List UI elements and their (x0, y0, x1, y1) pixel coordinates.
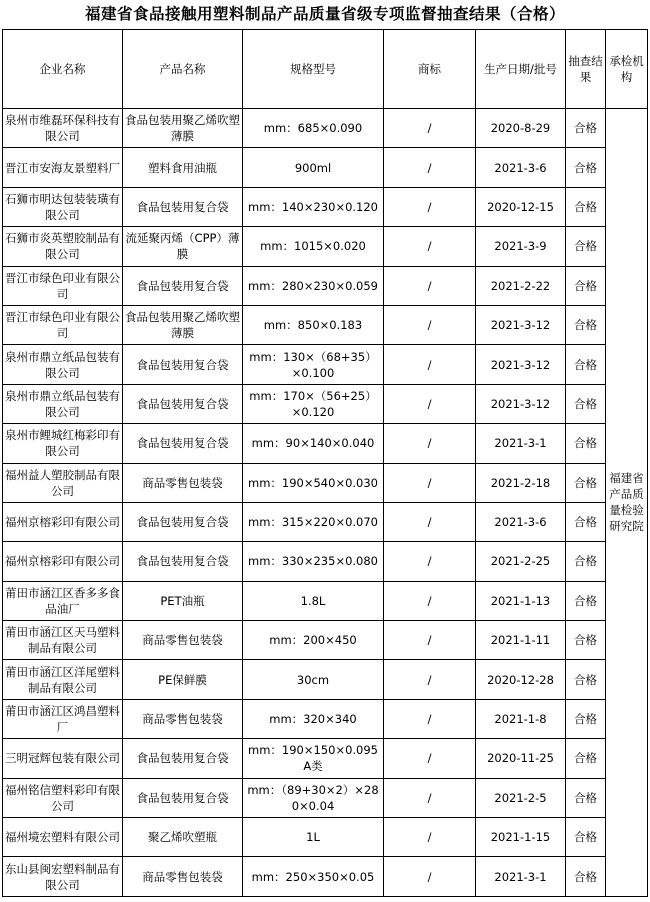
product-name-cell: 食品包装用复合袋 (123, 384, 243, 423)
header-date: 生产日期/批号 (476, 30, 566, 109)
table-row (3, 109, 648, 148)
results-table (2, 29, 648, 897)
trademark-cell: / (384, 187, 476, 226)
result-cell: 合格 (566, 384, 606, 423)
spec-cell: mm：（89+30×2）×280×0.04 (243, 778, 384, 817)
table-row (3, 778, 648, 817)
table-row (3, 148, 648, 187)
product-name-cell: 商品零售包装袋 (123, 621, 243, 660)
result-cell: 合格 (566, 699, 606, 738)
trademark-cell: / (384, 424, 476, 463)
company-name-cell: 石狮市炎英塑胶制品有限公司 (3, 227, 123, 266)
product-name-cell: PE保鲜膜 (123, 660, 243, 699)
product-name-cell: 食品包装用复合袋 (123, 739, 243, 778)
product-name-cell: 商品零售包装袋 (123, 857, 243, 896)
company-name-cell: 石狮市明达包装装璜有限公司 (3, 187, 123, 226)
production-date-cell: 2021-2-18 (476, 463, 566, 502)
production-date-cell: 2021-3-1 (476, 424, 566, 463)
product-name-cell: 食品包装用复合袋 (123, 345, 243, 384)
spec-cell: 1.8L (243, 581, 384, 620)
company-name-cell: 莆田市涵江区香多多食品油厂 (3, 581, 123, 620)
result-cell: 合格 (566, 857, 606, 896)
header-spec: 规格型号 (243, 30, 384, 109)
production-date-cell: 2021-3-9 (476, 227, 566, 266)
spec-cell: mm：190×540×0.030 (243, 463, 384, 502)
trademark-cell: / (384, 463, 476, 502)
result-cell: 合格 (566, 305, 606, 344)
trademark-cell: / (384, 660, 476, 699)
table-body (3, 109, 648, 897)
spec-cell: mm：320×340 (243, 699, 384, 738)
result-cell: 合格 (566, 109, 606, 148)
company-name-cell: 福州益人塑胶制品有限公司 (3, 463, 123, 502)
product-name-cell: 聚乙烯吹塑瓶 (123, 818, 243, 857)
table-header-row (3, 30, 648, 109)
production-date-cell: 2021-3-6 (476, 148, 566, 187)
result-cell: 合格 (566, 660, 606, 699)
spec-cell: mm：140×230×0.120 (243, 187, 384, 226)
table-row (3, 384, 648, 423)
company-name-cell: 泉州市鼎立纸品包装有限公司 (3, 384, 123, 423)
product-name-cell: 商品零售包装袋 (123, 463, 243, 502)
production-date-cell: 2021-2-22 (476, 266, 566, 305)
result-cell: 合格 (566, 266, 606, 305)
product-name-cell: 商品零售包装袋 (123, 699, 243, 738)
spec-cell: 30cm (243, 660, 384, 699)
table-row (3, 857, 648, 896)
company-name-cell: 莆田市涵江区鸿昌塑料厂 (3, 699, 123, 738)
product-name-cell: 食品包装用复合袋 (123, 424, 243, 463)
company-name-cell: 晋江市绿色印业有限公司 (3, 266, 123, 305)
company-name-cell: 晋江市安海友景塑料厂 (3, 148, 123, 187)
production-date-cell: 2020-12-28 (476, 660, 566, 699)
table-row (3, 266, 648, 305)
table-row (3, 581, 648, 620)
trademark-cell: / (384, 109, 476, 148)
spec-cell: mm：170×（56+25）×0.120 (243, 384, 384, 423)
spec-cell: mm：280×230×0.059 (243, 266, 384, 305)
company-name-cell: 东山县闽宏塑料制品有限公司 (3, 857, 123, 896)
company-name-cell: 福州京榕彩印有限公司 (3, 542, 123, 581)
product-name-cell: 食品包装用复合袋 (123, 266, 243, 305)
product-name-cell: 塑料食用油瓶 (123, 148, 243, 187)
production-date-cell: 2021-1-15 (476, 818, 566, 857)
trademark-cell: / (384, 818, 476, 857)
spec-cell: mm：250×350×0.05 (243, 857, 384, 896)
table-row (3, 660, 648, 699)
table-row (3, 227, 648, 266)
product-name-cell: 食品包装用聚乙烯吹塑薄膜 (123, 305, 243, 344)
table-row (3, 345, 648, 384)
trademark-cell: / (384, 305, 476, 344)
header-trademark: 商标 (384, 30, 476, 109)
product-name-cell: 食品包装用复合袋 (123, 502, 243, 541)
production-date-cell: 2021-3-1 (476, 857, 566, 896)
trademark-cell: / (384, 148, 476, 187)
trademark-cell: / (384, 581, 476, 620)
result-cell: 合格 (566, 621, 606, 660)
company-name-cell: 莆田市涵江区天马塑料制品有限公司 (3, 621, 123, 660)
result-cell: 合格 (566, 739, 606, 778)
company-name-cell: 泉州市维磊环保科技有限公司 (3, 109, 123, 148)
result-cell: 合格 (566, 778, 606, 817)
company-name-cell: 莆田市涵江区洋尾塑料制品有限公司 (3, 660, 123, 699)
company-name-cell: 泉州市鲤城红梅彩印有限公司 (3, 424, 123, 463)
spec-cell: mm：850×0.183 (243, 305, 384, 344)
production-date-cell: 2021-1-8 (476, 699, 566, 738)
table-row (3, 818, 648, 857)
production-date-cell: 2020-12-15 (476, 187, 566, 226)
result-cell: 合格 (566, 345, 606, 384)
trademark-cell: / (384, 621, 476, 660)
company-name-cell: 福州境宏塑料有限公司 (3, 818, 123, 857)
table-row (3, 305, 648, 344)
trademark-cell: / (384, 739, 476, 778)
product-name-cell: 食品包装用复合袋 (123, 542, 243, 581)
spec-cell: 1L (243, 818, 384, 857)
trademark-cell: / (384, 227, 476, 266)
result-cell: 合格 (566, 148, 606, 187)
production-date-cell: 2021-3-12 (476, 384, 566, 423)
spec-cell: 900ml (243, 148, 384, 187)
result-cell: 合格 (566, 227, 606, 266)
product-name-cell: 流延聚丙烯（CPP）薄膜 (123, 227, 243, 266)
table-row (3, 542, 648, 581)
result-cell: 合格 (566, 187, 606, 226)
product-name-cell: 食品包装用复合袋 (123, 778, 243, 817)
table-row (3, 502, 648, 541)
production-date-cell: 2021-1-11 (476, 621, 566, 660)
trademark-cell: / (384, 266, 476, 305)
product-name-cell: PET油瓶 (123, 581, 243, 620)
trademark-cell: / (384, 699, 476, 738)
result-cell: 合格 (566, 818, 606, 857)
table-row (3, 187, 648, 226)
result-cell: 合格 (566, 463, 606, 502)
header-product: 产品名称 (123, 30, 243, 109)
product-name-cell: 食品包装用复合袋 (123, 187, 243, 226)
trademark-cell: / (384, 542, 476, 581)
company-name-cell: 晋江市绿色印业有限公司 (3, 305, 123, 344)
result-cell: 合格 (566, 502, 606, 541)
trademark-cell: / (384, 502, 476, 541)
spec-cell: mm：200×450 (243, 621, 384, 660)
header-org: 承检机构 (606, 30, 648, 109)
spec-cell: mm：190×150×0.095A类 (243, 739, 384, 778)
production-date-cell: 2021-3-6 (476, 502, 566, 541)
production-date-cell: 2021-2-5 (476, 778, 566, 817)
page-title: 福建省食品接触用塑料制品产品质量省级专项监督抽查结果（合格） (84, 4, 565, 23)
trademark-cell: / (384, 857, 476, 896)
production-date-cell: 2021-3-12 (476, 305, 566, 344)
spec-cell: mm：90×140×0.040 (243, 424, 384, 463)
table-row (3, 424, 648, 463)
company-name-cell: 泉州市鼎立纸品包装有限公司 (3, 345, 123, 384)
spec-cell: mm：315×220×0.070 (243, 502, 384, 541)
table-row (3, 699, 648, 738)
header-result: 抽查结果 (566, 30, 606, 109)
result-cell: 合格 (566, 581, 606, 620)
spec-cell: mm：685×0.090 (243, 109, 384, 148)
result-cell: 合格 (566, 542, 606, 581)
result-cell: 合格 (566, 424, 606, 463)
spec-cell: mm：130×（68+35）×0.100 (243, 345, 384, 384)
company-name-cell: 三明冠辉包装有限公司 (3, 739, 123, 778)
table-row (3, 739, 648, 778)
table-row (3, 621, 648, 660)
table-row (3, 463, 648, 502)
production-date-cell: 2021-3-12 (476, 345, 566, 384)
production-date-cell: 2021-1-13 (476, 581, 566, 620)
testing-org-cell: 福建省产品质量检验研究院 (606, 109, 648, 897)
spec-cell: mm：1015×0.020 (243, 227, 384, 266)
header-company: 企业名称 (3, 30, 123, 109)
spec-cell: mm：330×235×0.080 (243, 542, 384, 581)
production-date-cell: 2020-11-25 (476, 739, 566, 778)
product-name-cell: 食品包装用聚乙烯吹塑薄膜 (123, 109, 243, 148)
production-date-cell: 2020-8-29 (476, 109, 566, 148)
company-name-cell: 福州铭信塑料彩印有限公司 (3, 778, 123, 817)
company-name-cell: 福州京榕彩印有限公司 (3, 502, 123, 541)
production-date-cell: 2021-2-25 (476, 542, 566, 581)
trademark-cell: / (384, 345, 476, 384)
trademark-cell: / (384, 384, 476, 423)
trademark-cell: / (384, 778, 476, 817)
